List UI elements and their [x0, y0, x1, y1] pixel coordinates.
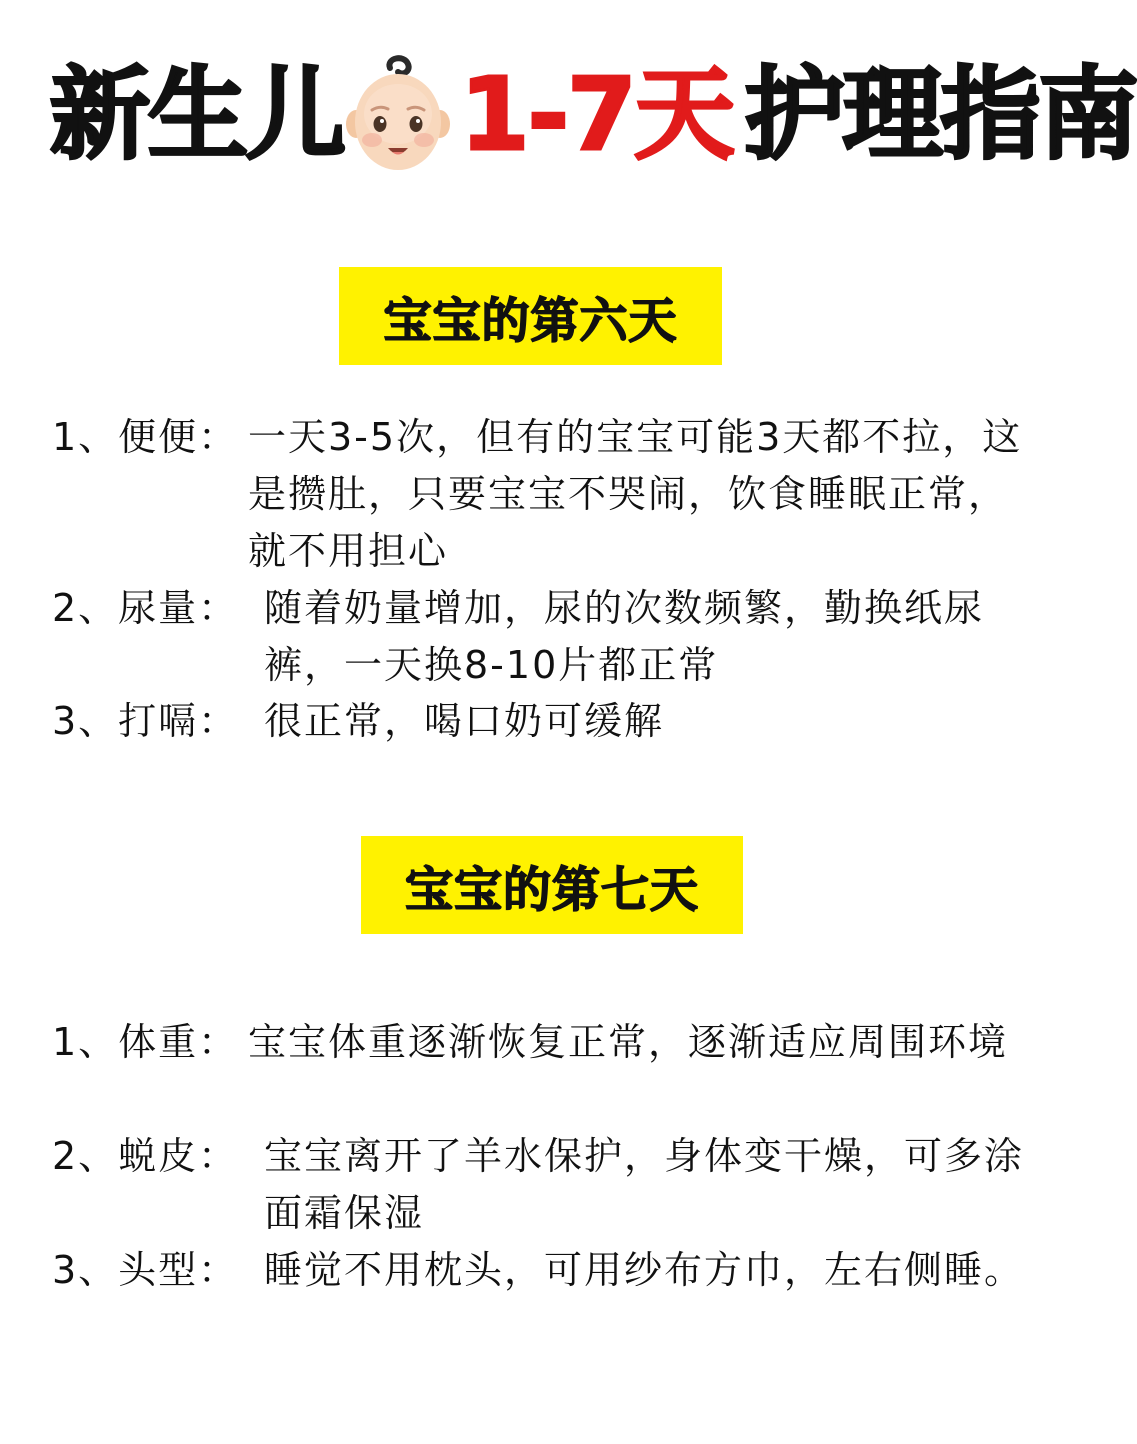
list-item	[52, 409, 1042, 580]
list-item	[52, 1242, 1042, 1299]
item-label: 1、便便：	[52, 415, 239, 459]
title-part-days: 1-7天	[460, 56, 733, 173]
list-item	[52, 693, 1042, 750]
item-text: 随着奶量增加，尿的次数频繁，勤换纸尿裤，一天换8-10片都正常	[264, 586, 985, 687]
item-text: 很正常，喝口奶可缓解	[264, 699, 665, 743]
item-text: 宝宝离开了羊水保护，身体变干燥，可多涂面霜保湿	[264, 1134, 1025, 1235]
item-text: 一天3-5次，但有的宝宝可能3天都不拉，这是攒肚，只要宝宝不哭闹，饮食睡眠正常，就不用担心	[248, 415, 1023, 573]
section-heading-day7: 宝宝的第七天	[361, 836, 743, 934]
title-part-care-guide: 护理指南	[744, 56, 1137, 173]
list-item	[52, 1128, 1042, 1242]
item-label: 3、头型：	[52, 1248, 239, 1292]
item-label: 3、打嗝：	[52, 699, 239, 743]
baby-face-icon	[346, 56, 450, 174]
item-label: 2、蜕皮：	[52, 1134, 239, 1178]
item-label: 2、尿量：	[52, 586, 239, 630]
list-item	[52, 580, 1042, 694]
section-heading-day6: 宝宝的第六天	[339, 267, 722, 365]
item-text: 宝宝体重逐渐恢复正常，逐渐适应周围环境	[248, 1020, 1009, 1064]
title-part-newborn: 新生儿	[50, 56, 344, 173]
item-label: 1、体重：	[52, 1020, 239, 1064]
item-text: 睡觉不用枕头，可用纱布方巾，左右侧睡。	[264, 1248, 1025, 1292]
page-title	[50, 50, 1137, 180]
list-item	[52, 1014, 1042, 1071]
